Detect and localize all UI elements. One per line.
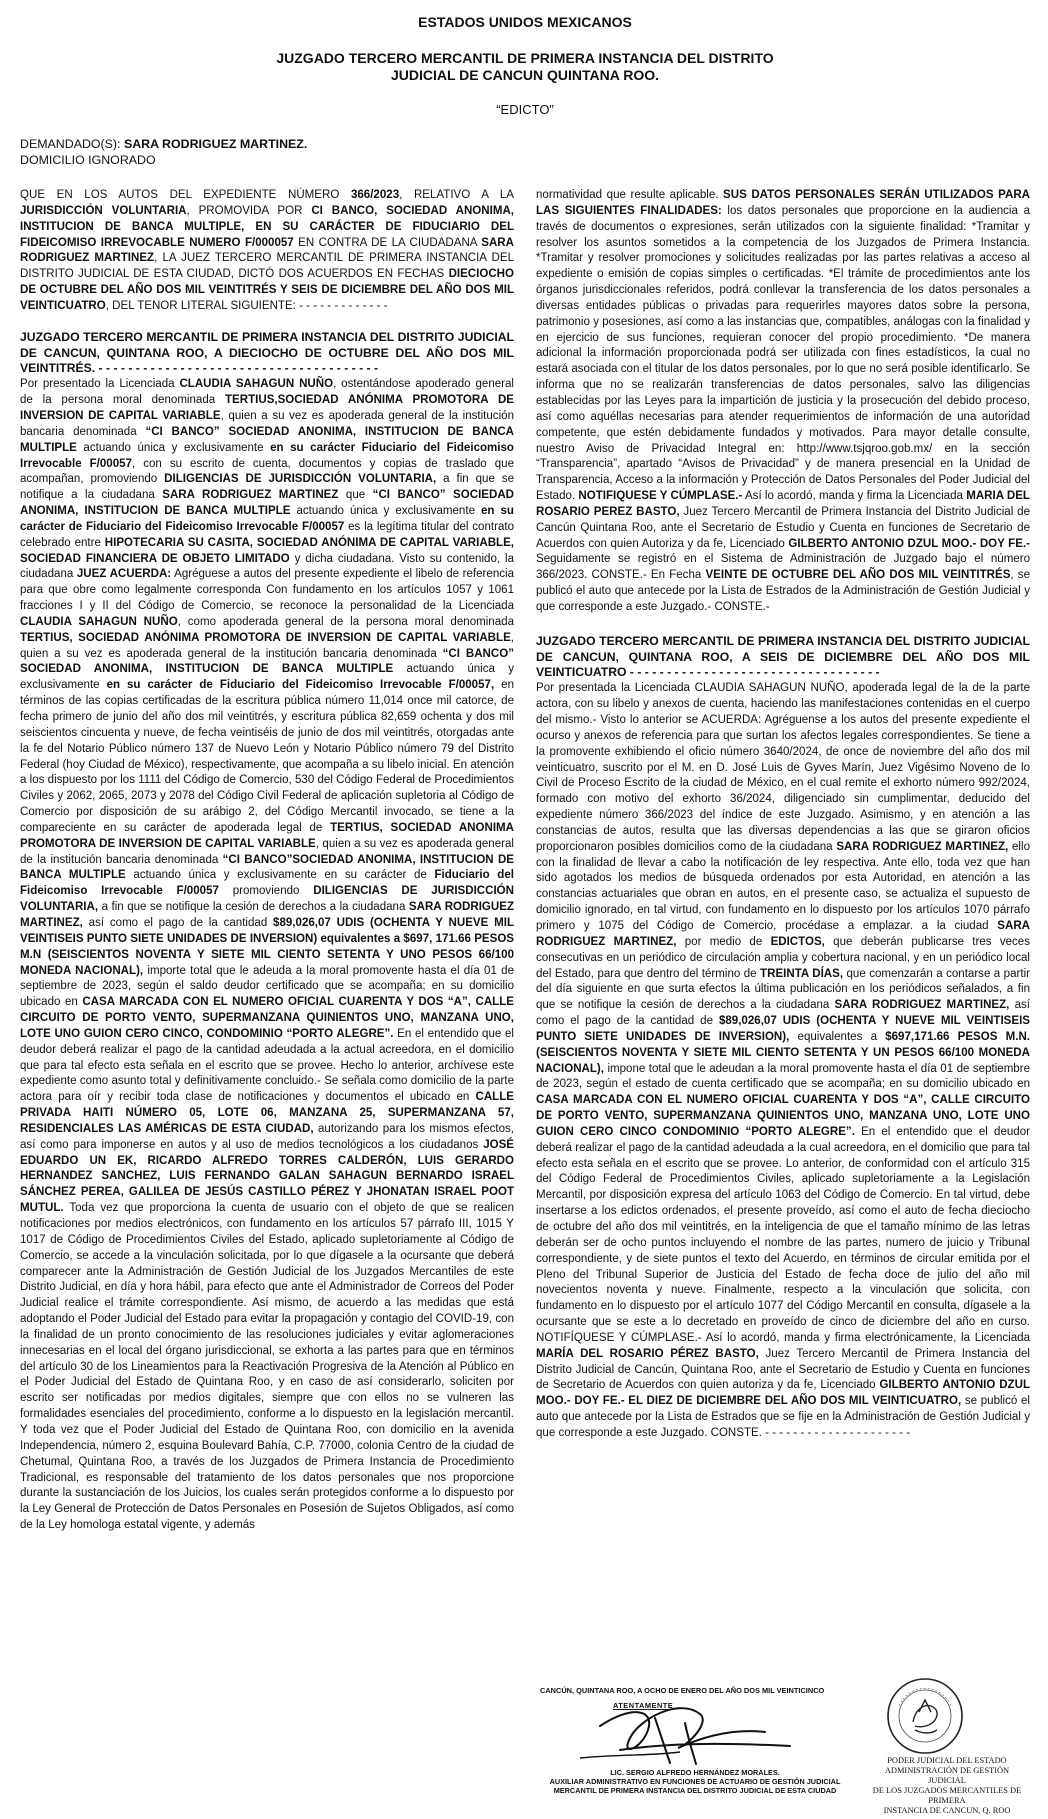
text-run: los datos personales que proporcione en la audiencia a través de documentos o expresiones, serán utilizados con la siguiente finalidad: *Tramitar y resolver los asuntos sometidos a la competencia de los Juzgados de Primera Instancia. *Tramitar y resolver promociones y solicitudes realizadas por las partes relativas a acceso al expediente o emisión de copias simples o certificadas. *El trámite de procedimientos ante los órganos jurisdiccionales referidos, podrá conllevar la transferencia de los datos personales a diversas entidades públicas o privadas para requerirles mayores datos sobre la persona, patrimonio y posesiones, así como a las instancias que, compatibles, análogas con la finalidad y en ejercicio de sus funciones, requieran conocer del propio procedimiento. *De manera adicional la información proporcionada podrá ser utilizada con fines estadísticos, la cual no estará asociada con el titular de los datos personales, por lo que no será posible identificarlo. Se informa que no se realizarán transferencias de datos personales, salvo las diligencias establecidas por las Leyes para la impartición de justicia y la prosecución del debido proceso, así como aquéllas necesarias para atender requerimientos de información de una autoridad competente, que estén debidamente fundados y motivados. Para mayor detalle consulte, nuestro Aviso de Privacidad Integral en: http://www.tsjqroo.gob.mx/ en la sección “Transparencia”, apartado “Avisos de Privacidad” y de manera presencial en la Unidad de Transparencia, Acceso a la información y Protección de Datos Personales del Poder Judicial del Estado. bbox=[536, 204, 1030, 503]
text-run: , ostentándose apoderado general de la persona moral denominada bbox=[20, 378, 514, 407]
text-run: GILBERTO ANTONIO DZUL MOO.- DOY FE.- bbox=[788, 537, 1030, 550]
text-run: actuando única y exclusivamente bbox=[290, 505, 482, 518]
text-run: $89,026,07 UDIS (OCHENTA Y NUEVE MIL VEINTISEIS PUNTO SIETE UNIDADES DE INVERSION) equivalentes a $697, 171.66 PESOS M.N (SEISCIENTOS NOVENTA Y SIETE MIL CIENTO SETENTA Y UNO PESOS 66/100 MONEDA NACIONAL), bbox=[20, 916, 514, 977]
text-run: , quien a su vez es apoderada general de la institución bancaria denominada bbox=[20, 409, 514, 438]
text-run: Fiduciario del Fideicomiso Irrevocable F/00057 bbox=[20, 869, 514, 898]
text-run: SARA RODRIGUEZ MARTINEZ bbox=[20, 236, 514, 265]
text-run: así como el pago de la cantidad de bbox=[536, 999, 1030, 1028]
text-run: MARIA DEL ROSARIO PEREZ BASTO, bbox=[536, 490, 1030, 518]
text-run: actuando única y exclusivamente bbox=[76, 441, 271, 454]
intro-paragraph bbox=[20, 188, 514, 315]
footer-date-line: CANCÚN, QUINTANA ROO, A OCHO DE ENERO DEL AÑO DOS MIL VEINTICINCO bbox=[540, 1686, 825, 1695]
order-body-2023 bbox=[20, 377, 514, 1534]
issuing-office bbox=[872, 1756, 1022, 1816]
court-title bbox=[20, 50, 1030, 84]
text-run: en su carácter Fiduciario del Fideicomiso Irrevocable F/00057 bbox=[20, 441, 514, 470]
text-run: “CI BANCO” SOCIEDAD ANONIMA, INSTITUCION DE BANCA MULTIPLE bbox=[20, 425, 514, 454]
text-run: SUS DATOS PERSONALES SERÁN UTILIZADOS PARA LAS SIGUIENTES FINALIDADES: bbox=[536, 189, 1030, 217]
text-run: y dicha ciudadana. Visto su contenido, la ciudadana bbox=[20, 552, 515, 581]
text-run: que comenzarán a contarse a partir del día siguiente en que surta efectos la última publicación en los periódicos señalados, a fin que se notifique la cesión de derechos a la ciudadana bbox=[536, 967, 1030, 1012]
text-run: QUE EN LOS AUTOS DEL EXPEDIENTE NÚMERO bbox=[20, 189, 351, 201]
text-run: , LA JUEZ TERCERO MERCANTIL DE PRIMERA INSTANCIA DEL DISTRITO JUDICIAL DE ESTA CIUDAD, DICTÓ DOS ACUERDOS EN FECHAS bbox=[20, 252, 514, 281]
text-run: , se publicó el auto que antecede por la Lista de Estrados de la Administración de Gestión Judicial y que corresponde a este Juzgado.- CONSTE.- bbox=[536, 569, 1030, 613]
text-run: se publicó el auto que antecede por la Lista de Estrados que se fije en la Administración de Gestión Judicial y que corresponde a este Juzgado. CONSTE. - - - - - - - - - - - - - - - - - - - - - bbox=[536, 1395, 1030, 1439]
text-run: DILIGENCIAS DE JURISDICCIÓN VOLUNTARIA, bbox=[20, 885, 515, 914]
text-run: SARA RODRIGUEZ MARTINEZ, bbox=[536, 919, 1030, 948]
text-run: en su carácter de Fiduciario del Fideicomiso Irrevocable F/00057, bbox=[106, 679, 495, 692]
office-line3: DE LOS JUZGADOS MERCANTILES DE PRIMERA bbox=[872, 1786, 1022, 1805]
text-run: , con su escrito de cuenta, documentos y copias de traslado que acompañan, promoviendo bbox=[20, 457, 514, 486]
text-run: En el entendido que el deudor deberá realizar el pago de la cantidad adeudada a la cual acreedora, en el domicilio que para tal efecto esta señala en el escrito que se provee. Lo anterior, de conformidad con el artículo 315 del Código Federal de Procedimientos Civiles, aplicado supletoriamente a la Legislación Mercantil, por disposición expresa del artículo 1063 del Código de Comercio. En tal virtud, debe insertarse a los edictos ordenados, el presente proveído, así como el auto de fecha dieciocho de octubre del año dos mil veintitrés, en la inteligencia de que el tamaño mínimo de las letras deberán ser de ocho puntos incluyendo el nombre de las partes, numero de juicio y Tribunal correspondiente, y de siete puntos el texto del Acuerdo, en términos de circular emitida por el Pleno del Tribunal Superior de Justicia del Estado de fecha doce de julio del año mil novecientos noventa y nueve. Finalmente, respecto a la vinculación que solicita, con fundamento en lo dispuesto por el artículo 1077 del Código Mercantil en consulta, dígasele a la ocursante que se este a lo decretado en proveído de cinco de diciembre del año en curso. NOTIFÍQUESE Y CÚMPLASE.- Así lo acordó, manda y firma electrónicamente, la Licenciada bbox=[536, 1125, 1030, 1344]
text-run: a fin que se notifique a la ciudadana bbox=[20, 473, 514, 502]
text-run: CI BANCO, SOCIEDAD ANONIMA, INSTITUCION DE BANCA MULTIPLE, EN SU CARÁCTER DE FIDUCIARIO DEL FIDEICOMISO IRREVOCABLE NUMERO F/000057 bbox=[20, 204, 514, 249]
text-run: SARA RODRIGUEZ MARTINEZ, bbox=[20, 901, 514, 929]
text-run: “CI BANCO” SOCIEDAD ANONIMA, INSTITUCION DE BANCA MULTIPLE bbox=[20, 489, 515, 518]
text-run: MARÍA DEL ROSARIO PÉREZ BASTO, bbox=[536, 1347, 759, 1360]
court-title-line2: JUDICIAL DE CANCUN QUINTANA ROO. bbox=[390, 67, 660, 83]
text-run: TERTIUS, SOCIEDAD ANONIMA PROMOTORA DE INVERSION DE CAPITAL VARIABLE bbox=[20, 821, 514, 850]
text-run: CLAUDIA SAHAGUN NUÑO bbox=[179, 378, 334, 391]
text-run: , quien a su vez es apoderada general de la institución bancaria denominada bbox=[20, 837, 514, 866]
body-columns bbox=[20, 188, 1030, 1534]
privacy-paragraph bbox=[536, 188, 1030, 616]
footer-atentamente: ATENTAMENTE bbox=[613, 1701, 674, 1710]
text-run: , quien a su vez es apoderada general de la institución bancaria denominada bbox=[20, 631, 514, 660]
text-run: CASA MARCADA CON EL NUMERO OFICIAL CUARENTA Y DOS “A”, CALLE CIRCUITO DE PORTO VENTO, SUPERMANZANA QUINIENTOS UNO, MANZANA UNO, LOTE UNO GUION CERO CINCO CONDOMINIO “PORTO ALEGRE”. bbox=[536, 1094, 1030, 1138]
text-run: ello con la finalidad de llevar a cabo la notificación de ley respectiva. Ante ello, toda vez que han sido agotados los medios de búsqueda ordenados por esta Autoridad, en atención a las constancias actuariales que obran en autos, en el presente caso, se actualiza el supuesto de domicilio ignorado, en tal virtud, con fundamento en lo dispuesto por los artículos 1070 párrafo primero y 1075 del Código de Comercio, procédase a emplazar. a la ciudad bbox=[536, 840, 1030, 932]
country-title: ESTADOS UNIDOS MEXICANOS bbox=[418, 14, 632, 30]
defendant-domicile: DOMICILIO IGNORADO bbox=[20, 152, 156, 167]
signer-name: LIC. SERGIO ALFREDO HERNÁNDEZ MORALES. bbox=[610, 1768, 780, 1777]
text-run: impone total que le adeudan a la moral promovente hasta el día 01 de septiembre de 2023, según el estado de cuenta certificado que se acompaña; en su domicilio ubicado en bbox=[536, 1062, 1030, 1091]
text-run: Por presentado la Licenciada bbox=[20, 378, 180, 391]
text-run: es la legítima titular del contrato celebrado entre bbox=[20, 520, 514, 549]
official-seal bbox=[885, 1676, 965, 1756]
text-run: VEINTE DE OCTUBRE DEL AÑO DOS MIL VEINTITRÉS bbox=[705, 569, 1011, 582]
text-run: TERTIUS,SOCIEDAD ANÓNIMA PROMOTORA DE INVERSION DE CAPITAL VARIABLE bbox=[20, 394, 514, 422]
text-run: CASA MARCADA CON EL NUMERO OFICIAL CUARENTA Y DOS “A”, CALLE CIRCUITO DE PORTO VENTO, SUPERMANZANA QUINIENTOS UNO, MANZANA UNO, LOTE UNO GUION CERO CINCO, CONDOMINIO “PORTO ALEGRE”. bbox=[20, 996, 514, 1040]
text-run: $89,026,07 UDIS (OCHENTA Y NUEVE MIL VEINTISEIS PUNTO SIETE UNIDADES DE INVERSION), bbox=[536, 1015, 1030, 1043]
order-heading-2024: JUZGADO TERCERO MERCANTIL DE PRIMERA INSTANCIA DEL DISTRITO JUDICIAL DE CANCUN, QUINTANA ROO, A SEIS DE DICIEMBRE DEL AÑO DOS MIL VEINTICUATRO - - - - - - - - - - - - - - - - - - - - - - - - - - - - - - - - - - bbox=[536, 633, 1030, 680]
text-run: TERTIUS, SOCIEDAD ANÓNIMA PROMOTORA DE INVERSION DE CAPITAL VARIABLE bbox=[20, 631, 511, 644]
text-run: SARA RODRIGUEZ MARTINEZ, bbox=[834, 999, 1010, 1012]
text-run: que deberán publicarse tres veces consecutivas en un periódico de circulación amplia y cobertura nacional, y en un periódico local del Estado, para que dentro del término de bbox=[536, 935, 1030, 980]
office-line2: ADMINISTRACIÓN DE GESTIÓN JUDICIAL bbox=[884, 1766, 1010, 1785]
text-run: importe total que le adeuda a la moral promovente hasta el día 01 de septiembre de 2023, según el saldo deudor certificado que se acompaña; en su domicilio ubicado en bbox=[20, 964, 514, 1009]
text-run: DIECIOCHO DE OCTUBRE DEL AÑO DOS MIL VEINTITRÉS Y SEIS DE DICIEMBRE DEL AÑO DOS MIL VEINTICUATRO bbox=[20, 268, 514, 312]
text-run: Toda vez que proporciona la cuenta de usuario con el objeto de que se realicen notificaciones por medios electrónicos, con fundamento en los artículos 57 párrafo III, 1015 Y 1017 de Código de Procedimientos Civiles del Estado, aplicado supletoriamente al Código de Comercio, se accede a la vinculación solicitada, por lo que dígasele a la ocursante que deberá comparecer ante la Administración de Gestión Judicial de los Juzgados Mercantiles de este Distrito Judicial, en día y hora hábil, para efecto que ante el Administrador de Correos del Poder Judicial realice el trámite correspondiente. Así mismo, de acuerdo a las medidas que está adoptando el Poder Judicial del Estado para evitar la propagación y contagio del COVID-19, con la finalidad de un pronto conocimiento de las resoluciones judiciales y evitar aglomeraciones innecesarias en el local del órgano jurisdiccional, se exhorta a las partes para que en términos del artículo 30 de los Lineamientos para la Reactivación Progresiva de la Atención al Público en el Poder Judicial del Estado de Quintana Roo, y en caso de así considerarlo, soliciten por escrito ser notificadas por medios digitales, siempre que con ellos no se vulneren las formalidades esenciales del procedimiento, conforme a lo dispuesto en la legislación mercantil. Y toda vez que el Poder Judicial del Estado de Quintana Roo, con domicilio en la avenida Independencia, número 2, esquina Boulevard Bahía, C.P. 77000, colonia Centro de la ciudad de Chetumal, Quintana Roo, a través de los Juzgados de Primera Instancia de Procedimiento Tradicional, es responsable del tratamiento de los datos personales que nos proporcione durante la sustanciación de los Juicios, los cuales serán protegidos conforme a lo dispuesto por la Ley General de Protección de Datos Personales en Posesión de Sujetos Obligados, así como de la Ley homologa estatal vigente, y además bbox=[20, 1202, 514, 1532]
text-run: TREINTA DÍAS, bbox=[760, 967, 844, 980]
text-run: Seguidamente se registró en el Sistema de Administración de Juzgado bajo el número 366/2023. CONSTE.- En Fecha bbox=[536, 553, 1030, 582]
signer-title-line2: MERCANTIL DE PRIMERA INSTANCIA DEL DISTRITO JUDICIAL DE ESTA CIUDAD bbox=[553, 1786, 837, 1795]
text-run: CALLE PRIVADA HAITI NÚMERO 05, LOTE 06, MANZANA 25, SUPERMANZANA 57, RESIDENCIALES LAS AMÉRICAS DE ESTA CIUDAD, bbox=[20, 1091, 514, 1135]
text-run: , PROMOVIDA POR bbox=[186, 204, 312, 217]
text-run: autorizando para los mismos efectos, así como para imponerse en autos y al uso de medios tecnológicos a los ciudadanos bbox=[20, 1122, 514, 1151]
text-run: normatividad que resulte aplicable. bbox=[536, 189, 724, 201]
signer-block bbox=[530, 1768, 860, 1795]
order-body-2024 bbox=[536, 681, 1030, 1442]
text-run: actuando única y exclusivamente en su carácter de bbox=[125, 869, 435, 882]
text-run: en su carácter de Fiduciario del Fideicomiso Irrevocable F/00057 bbox=[20, 505, 514, 533]
text-run: En el entendido que el deudor deberá realizar el pago de la cantidad adeudada a la actual acreedora, en el domicilio que para tal efecto esta señala en el escrito que se provee. Hecho lo anterior, archívese este expediente como asunto total y definitivamente concluido.- Se señala como domicilio de la parte actora para oír y recibir toda clase de notificaciones y documentos el ubicado en bbox=[20, 1027, 514, 1104]
text-run: Agréguese a autos del presente expediente el libelo de referencia para que obre como legalmente corresponda Con fundamento en los artículos 1057 y 1061 fracciones I y II del Código de Comercio, se reconoce la personalidad de la Licenciada bbox=[20, 568, 514, 613]
order-heading-2023: JUZGADO TERCERO MERCANTIL DE PRIMERA INSTANCIA DEL DISTRITO JUDICIAL DE CANCUN, QUINTANA ROO, A DIECIOCHO DE OCTUBRE DEL AÑO DOS MIL VEINTITRÉS. - - - - - - - - - - - - - - - - - - - - - - - - - - - - - - - - - - - - - - bbox=[20, 329, 514, 376]
text-run: promoviendo bbox=[218, 885, 314, 898]
text-run: 366/2023 bbox=[350, 189, 400, 201]
text-run: así como el pago de la cantidad bbox=[82, 916, 274, 929]
handwritten-signature bbox=[560, 1688, 800, 1768]
text-run: por medio de bbox=[676, 935, 771, 948]
text-run: Por presentada la Licenciada CLAUDIA SAHAGUN NUÑO, apoderada legal de la de la parte actora, con su libelo y anexos de cuenta, haciendo las manifestaciones contenidas en el cuerpo del mismo.- Visto lo anterior se ACUERDA: Agréguense a los autos del presente expediente el ocurso y anexos de referencia para que surtan los afectos legales correspondientes. Se tiene a la promovente exhibiendo el oficio número 3640/2024, de once de noviembre del año dos mil veinticuatro, suscrito por el M. en D. José Luis de Gyves Marín, Juez Vigésimo Noveno de lo Civil de Proceso Escrito de la ciudad de México, en el cual remite el exhorto número 992/2024, formado con motivo del exhorto 36/2024, diligenciado sin cumplimentar, deducido del expediente número 366/2023 del índice de este Juzgado. Asimismo, y en atención a las constancias de autos, resulta que las diversas dependencias a las que se giraron oficios proporcionaron posibles domicilios como de la ciudadana bbox=[536, 682, 1030, 853]
signature-footer bbox=[530, 1672, 1030, 1817]
text-run: GILBERTO ANTONIO DZUL MOO.- DOY FE.- EL DIEZ DE DICIEMBRE DEL AÑO DOS MIL VEINTICUATRO, bbox=[536, 1379, 1030, 1408]
text-run: Juez Tercero Mercantil de Primera Instancia del Distrito Judicial de Cancún, Quintana Roo, ante el Secretario de Estudio y Cuenta en funciones de Secretario de Acuerdos con quien autoriza y da fe, Licenciado bbox=[536, 1347, 1030, 1392]
text-run: , RELATIVO A LA bbox=[399, 189, 514, 201]
text-run: “CI BANCO” SOCIEDAD ANONIMA, INSTITUCION DE BANCA MULTIPLE bbox=[20, 647, 514, 676]
right-column bbox=[536, 188, 1030, 1534]
text-run: “CI BANCO”SOCIEDAD ANONIMA, INSTITUCION DE BANCA MULTIPLE bbox=[20, 853, 514, 882]
text-run: NOTIFIQUESE Y CÚMPLASE.- bbox=[578, 490, 743, 503]
defendant-label: DEMANDADO(S): bbox=[20, 137, 121, 151]
text-run: EN CONTRA DE LA CIUDADANA bbox=[293, 236, 482, 249]
text-run: JURISDICCIÓN VOLUNTARIA bbox=[20, 204, 187, 217]
text-run: $697,171.66 PESOS M.N. (SEISCIENTOS NOVENTA Y SIETE MIL CIENTO SETENTA Y UN PESOS 66/100 MONEDA NACIONAL), bbox=[536, 1030, 1031, 1075]
text-run: , como apoderada general de la persona moral denominada bbox=[177, 615, 514, 628]
court-title-line1: JUZGADO TERCERO MERCANTIL DE PRIMERA INSTANCIA DEL DISTRITO bbox=[276, 50, 774, 66]
defendant-block bbox=[20, 137, 1030, 168]
defendant-name: SARA RODRIGUEZ MARTINEZ. bbox=[123, 137, 308, 151]
text-run: a fin que se notifique la cesión de derechos a la ciudadana bbox=[98, 901, 409, 914]
text-run: CLAUDIA SAHAGUN NUÑO bbox=[20, 615, 178, 628]
text-run: EDICTOS, bbox=[770, 935, 825, 948]
document-header bbox=[20, 14, 1030, 84]
text-run: JOSÉ EDUARDO UN EK, RICARDO ALFREDO TORRES CALDERÓN, LUIS GERARDO HERNANDEZ SANCHEZ, LUIS FERNANDO GALAN SAHAGUN BERNARDO ISRAEL SÁNCHEZ PEREA, GALILEA DE JESÚS CASTILLO PÉREZ Y JHONATAN ISRAEL POOT MUTUL. bbox=[20, 1138, 514, 1215]
text-run: JUEZ ACUERDA: bbox=[76, 568, 172, 581]
defendant-line bbox=[20, 137, 1030, 153]
text-run: Juez Tercero Mercantil de Primera Instancia del Distrito Judicial de Cancún Quintana Roo, ante el Secretario de Estudio y Cuenta en funciones de Secretario de Acuerdos con quien Autoriza y da fe, Licenciado bbox=[536, 505, 1031, 550]
office-line4: INSTANCIA DE CANCUN, Q. ROO bbox=[883, 1806, 1011, 1815]
text-run: en términos de las copias certificadas de la escritura pública número 11,014 once mil catorce, de fecha primero de junio del año dos mil veintitrés, y escritura pública 82,659 ochenta y dos mil seiscientos cincuenta y nueve, de fecha veintiséis de junio de dos mil veintitrés, otorgadas ante la fe del Notario Público número 137 de Nuevo León y Notario Público número 79 del Distrito Federal (hoy Ciudad de México), respectivamente, que acompaña a su libelo inicial. En atención a los dispuesto por los 1111 del Código de Comercio, 530 del Código Federal de Procedimientos Civiles y 2062, 2065, 2073 y 2078 del Código Civil Federal de aplicación supletoria al Código de Comercio por disposición de su arábigo 2, del Código Mercantil invocado, se tiene a la compareciente en su carácter de apoderada legal de bbox=[20, 679, 514, 834]
text-run: , DEL TENOR LITERAL SIGUIENTE: - - - - - - - - - - - - - bbox=[105, 299, 388, 312]
text-run: que bbox=[338, 489, 373, 502]
signer-title-line1: AUXILIAR ADMINISTRATIVO EN FUNCIONES DE ACTUARIO DE GESTIÓN JUDICIAL bbox=[549, 1777, 841, 1786]
text-run: Así lo acordó, manda y firma la Licenciada bbox=[742, 490, 967, 503]
text-run: equivalentes a bbox=[789, 1030, 886, 1043]
text-run: SARA RODRIGUEZ MARTINEZ bbox=[162, 489, 339, 502]
office-line1: PODER JUDICIAL DEL ESTADO bbox=[887, 1756, 1007, 1765]
text-run: actuando única y exclusivamente bbox=[20, 663, 514, 692]
text-run: DILIGENCIAS DE JURISDICCIÓN VOLUNTARIA, bbox=[164, 473, 437, 486]
text-run: SARA RODRIGUEZ MARTINEZ, bbox=[836, 840, 1009, 853]
left-column bbox=[20, 188, 514, 1534]
text-run: HIPOTECARIA SU CASITA, SOCIEDAD ANÓNIMA DE CAPITAL VARIABLE, SOCIEDAD FINANCIERA DE OBJETO LIMITADO bbox=[20, 536, 514, 565]
edicto-title: “EDICTO” bbox=[496, 102, 554, 117]
